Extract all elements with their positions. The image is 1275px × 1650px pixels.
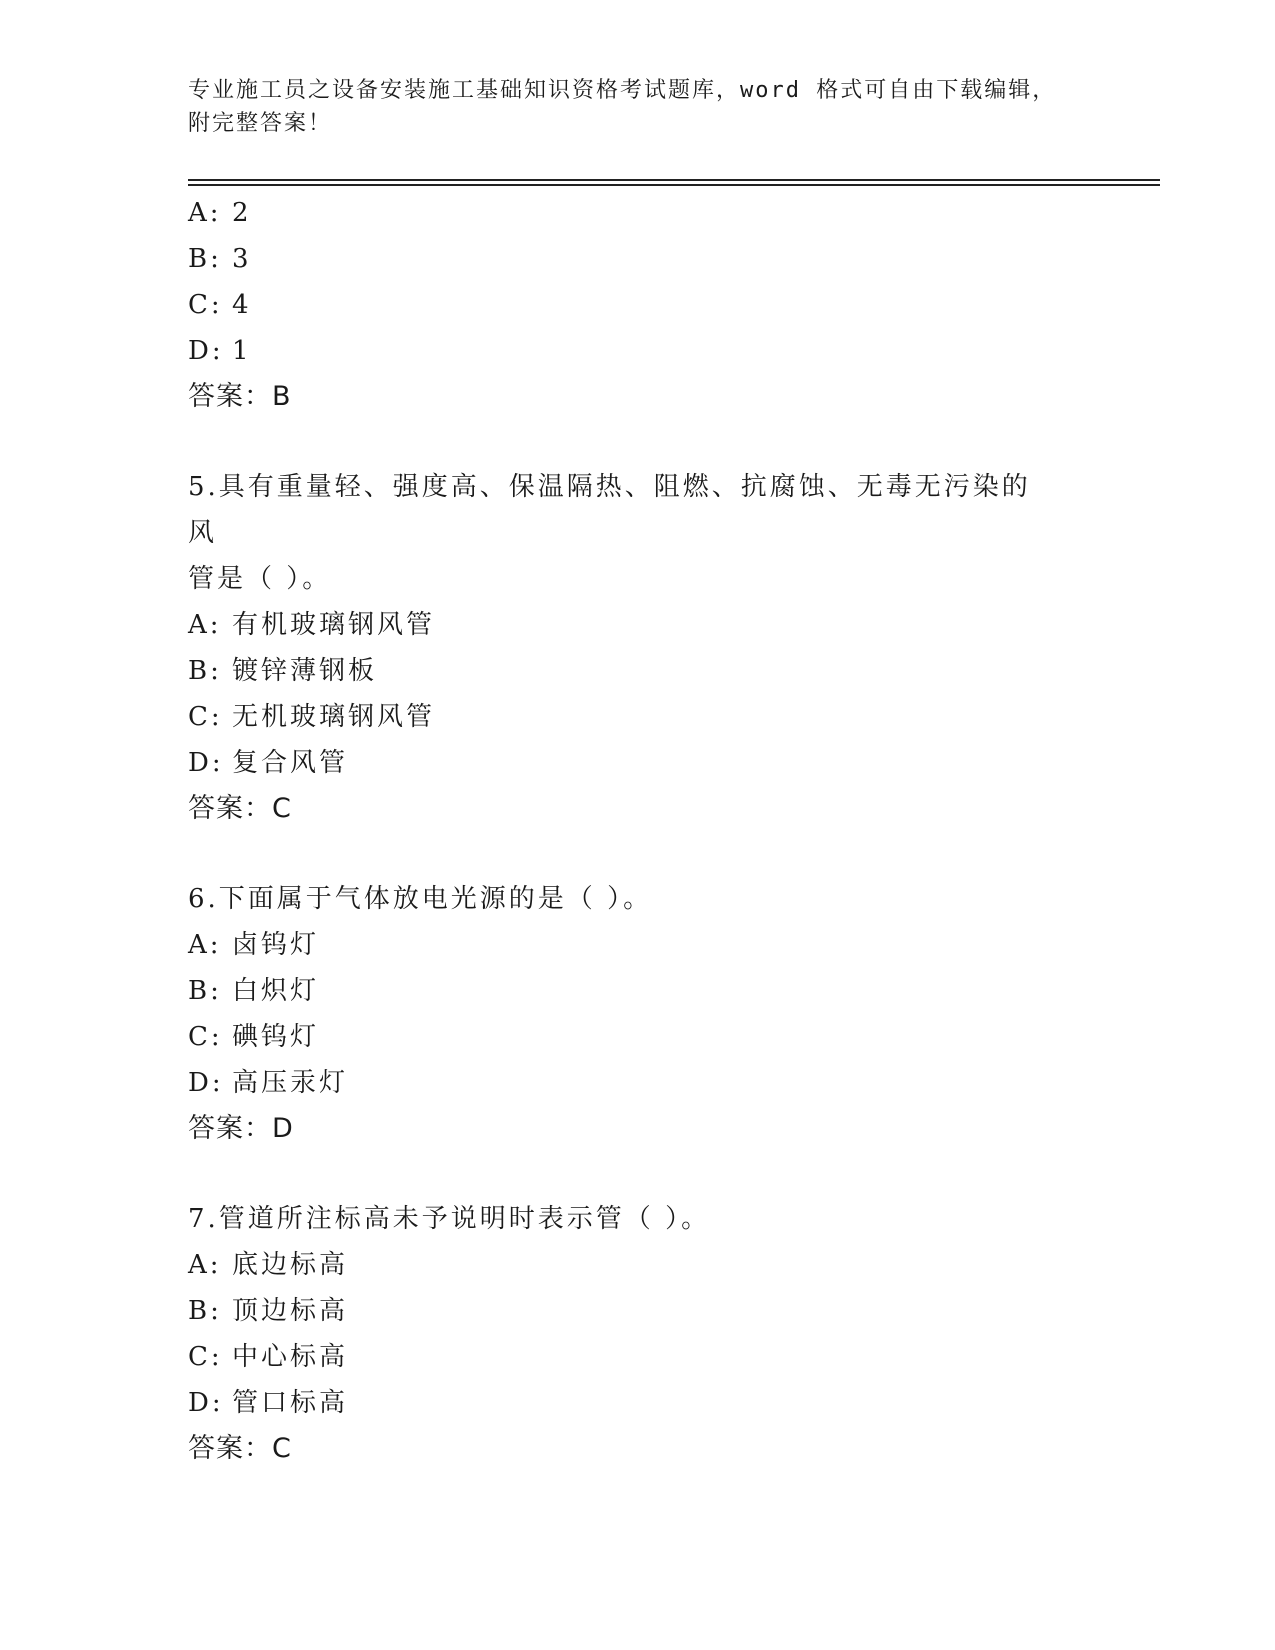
option-key: A: (188, 930, 222, 960)
option-text: 管口标高 (232, 1388, 349, 1418)
question-line-1: 6.下面属于气体放电光源的是（ ）。 (188, 884, 653, 914)
header-line-2: 附完整答案！ (188, 111, 333, 136)
option-text: 2 (232, 198, 252, 228)
question-list (188, 190, 1088, 1472)
option-text: 1 (232, 336, 252, 366)
answer-line: 答案：D (188, 1113, 294, 1144)
option-key: D: (188, 336, 224, 366)
question-line-2: 管是（ ）。 (188, 564, 332, 594)
question-7 (188, 1196, 1088, 1472)
option-text: 中心标高 (232, 1342, 349, 1372)
question-6 (188, 876, 1088, 1152)
document-header (188, 74, 1088, 140)
option-c (188, 1334, 1088, 1380)
header-rule-top (188, 179, 1160, 181)
option-key: A: (188, 198, 222, 228)
option-text: 3 (232, 244, 252, 274)
option-text: 卤钨灯 (232, 930, 320, 960)
option-text: 高压汞灯 (232, 1068, 349, 1098)
question-text (188, 464, 1058, 602)
option-text: 镀锌薄钢板 (232, 656, 378, 686)
answer-line: 答案：C (188, 1433, 292, 1464)
option-key: C: (188, 1022, 223, 1052)
option-text: 有机玻璃钢风管 (232, 610, 436, 640)
option-d (188, 1380, 1088, 1426)
option-a (188, 602, 1088, 648)
question-line-1: 5.具有重量轻、强度高、保温隔热、阻燃、抗腐蚀、无毒无污染的风 (188, 472, 1031, 548)
option-text: 白炽灯 (232, 976, 320, 1006)
option-key: B: (188, 656, 222, 686)
option-b (188, 236, 1088, 282)
question-4 (188, 190, 1088, 420)
question-text (188, 1196, 1058, 1242)
option-text: 复合风管 (232, 748, 349, 778)
option-key: A: (188, 610, 222, 640)
option-key: D: (188, 1388, 224, 1418)
question-5 (188, 464, 1088, 832)
option-a (188, 922, 1088, 968)
option-b (188, 648, 1088, 694)
option-key: C: (188, 702, 223, 732)
option-a (188, 1242, 1088, 1288)
option-d (188, 1060, 1088, 1106)
question-text (188, 876, 1058, 922)
option-text: 4 (232, 290, 252, 320)
question-line-1: 7.管道所注标高未予说明时表示管（ ）。 (188, 1204, 711, 1234)
option-key: D: (188, 1068, 224, 1098)
option-d (188, 328, 1088, 374)
option-text: 无机玻璃钢风管 (232, 702, 436, 732)
option-key: C: (188, 1342, 223, 1372)
option-c (188, 1014, 1088, 1060)
answer-line: 答案：C (188, 793, 292, 824)
option-text: 底边标高 (232, 1250, 349, 1280)
option-a (188, 190, 1088, 236)
option-key: D: (188, 748, 224, 778)
option-key: B: (188, 244, 222, 274)
option-key: B: (188, 976, 222, 1006)
option-b (188, 968, 1088, 1014)
option-text: 顶边标高 (232, 1296, 349, 1326)
header-rule-bottom (188, 184, 1160, 186)
option-b (188, 1288, 1088, 1334)
option-key: A: (188, 1250, 222, 1280)
option-key: B: (188, 1296, 222, 1326)
header-line-1: 专业施工员之设备安装施工基础知识资格考试题库，word 格式可自由下载编辑， (188, 78, 1057, 103)
option-text: 碘钨灯 (232, 1022, 320, 1052)
option-d (188, 740, 1088, 786)
option-key: C: (188, 290, 223, 320)
option-c (188, 282, 1088, 328)
option-c (188, 694, 1088, 740)
answer-line: 答案：B (188, 381, 292, 412)
